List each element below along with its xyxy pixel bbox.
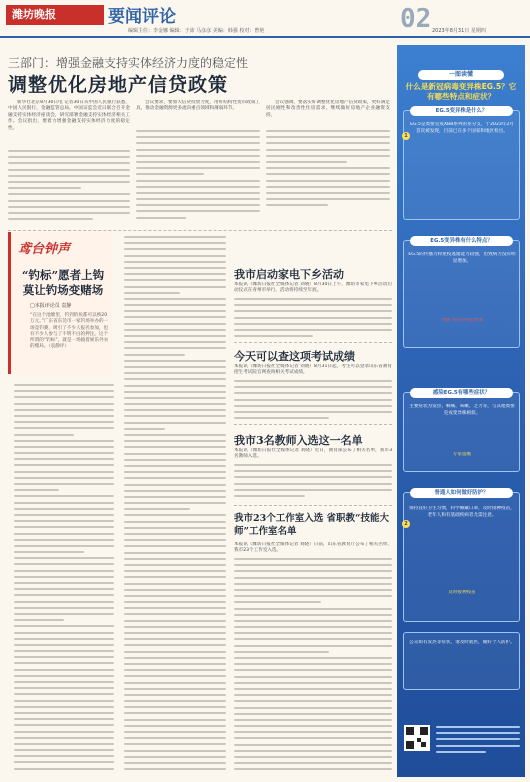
article-title-1: 我市启动家电下乡活动: [234, 268, 344, 281]
lead-paragraph: 会议强调，要落实好调整优化房地产信贷政策，更好满足居民刚性和改善性住房需求，继续做好房地产企业融资支持。: [266, 100, 390, 118]
article-byline-3: 本报讯（潍坊日报社全媒体记者 刘晓）近日，教育部公布了相关名单，我市3名教师入选。: [234, 448, 392, 460]
lead-column-3-text: [266, 130, 390, 230]
article-byline-2: 本报讯（潍坊日报社全媒体记者 刘晓）8月31日起，考生可以登录山东省教育招生考试院官网查询相关考试成绩。: [234, 364, 392, 376]
highlight-text: 专家提醒: [452, 452, 472, 457]
qr-code-icon: [404, 725, 430, 751]
page-header: [0, 0, 530, 38]
number-badge-icon: 1: [402, 132, 410, 140]
infographic-card-4-head: 普通人如何做好防护？: [410, 488, 513, 498]
infographic-card-4-highlight: [408, 590, 516, 610]
qr-caption-text: [436, 726, 520, 766]
article-title-2: 今天可以查这项考试成绩: [234, 350, 355, 363]
infographic-card-2-highlight: [408, 318, 516, 344]
lead-kicker: 三部门：增强金融支持实体经济力度的稳定性: [8, 56, 249, 70]
opinion-title: “钓标”愿者上钩 莫让钓场变赌场: [21, 268, 105, 297]
infographic-card-2-text: EG.5的传播力和免疫逃逸能力较强，但致病力没有明显增加。: [408, 252, 516, 264]
infographic-card-3-head: 感染EG.5有哪些症状？: [410, 388, 513, 398]
article-body-2: [234, 380, 392, 422]
article-divider: [234, 505, 392, 506]
opinion-author: □本报评论员 袁静: [30, 303, 72, 309]
opinion-body-text-2: [124, 236, 226, 774]
lead-column-2-text: [136, 130, 260, 230]
article-body-4: [234, 558, 392, 774]
highlight-text: 及时接种疫苗: [448, 590, 476, 595]
infographic-card-3-text: 主要症状为发热、咽痛、咳嗽、乏力等，与其他奥密克戎变异株相似。: [409, 404, 515, 416]
lead-headline: 调整优化房地产信贷政策: [8, 74, 229, 96]
highlight-text: 致病力没有明显增加: [441, 318, 483, 323]
section-divider: [8, 230, 392, 231]
opinion-column-name: 鸢台钟声: [18, 242, 71, 257]
article-divider: [234, 342, 392, 343]
infographic-card-3-highlight: [408, 452, 516, 468]
number-badge-icon: 2: [402, 520, 410, 528]
opinion-quote: “在这个池塘里，钓到的鱼都可以换20万元。”广东省东莞市一家钓场举办的一场竞钓赛，吸引了不少人报名参加，也有不少人参与了不明不白的押注。这个所谓的“钓标”，就是一场披着娱乐外衣的赌局。（袁静评）: [30, 313, 109, 350]
article-title-3: 我市3名教师入选这一名单: [234, 434, 363, 447]
infographic-tag: 一图读懂: [418, 70, 504, 80]
infographic-card-1-head: EG.5变异株是什么？: [410, 106, 513, 116]
newspaper-logo: 潍坊晚报: [6, 5, 104, 25]
infographic-card-2-head: EG.5变异株有什么特点？: [410, 236, 513, 246]
article-title-4: 我市23个工作室入选 省职教“技能大师”工作室名单: [234, 513, 389, 537]
article-body-3: [234, 464, 392, 500]
article-byline-1: 本报讯（潍坊日报社全媒体记者 刘晓）8月30日上午，潍坊市家电下乡活动启动仪式在青州市举行，活动将持续至年底。: [234, 282, 392, 294]
infographic-question: 什么是新冠病毒变异株EG.5？它有哪些特点和症状？: [405, 82, 517, 101]
section-title: 要闻评论: [108, 7, 176, 27]
article-byline-4: 本报讯（潍坊日报社全媒体记者 刘晓）日前，山东省教育厅公布了相关名单，我市23个工作室入选。: [234, 542, 392, 554]
infographic-card-4-text: 保持良好卫生习惯，科学佩戴口罩，及时接种疫苗，老年人和有基础疾病者尤需注意。: [409, 506, 515, 518]
article-divider: [234, 424, 392, 425]
lead-paragraph: 会议要求，要加大信贷投放力度，用好结构性货币政策工具，推动金融资源更多流向重点领域和薄弱环节。: [136, 100, 260, 112]
infographic-card-1-text: EG.5是奥密克戎XBB系列的亚分支，于2023年2月首次被发现，目前已在多个国家和地区检出。: [410, 122, 514, 134]
page-number: 02: [400, 4, 432, 34]
infographic-footer-text: 公众如有发热等症状，请及时就医，做好个人防护。: [409, 640, 515, 645]
article-body-1: [234, 298, 392, 340]
lead-paragraph: 新华社北京8月30日电 记者30日从中国人民银行获悉，中国人民银行、金融监管总局、中国证监会近日联合召开金融支持实体经济座谈会，研究部署金融支持实体经济相关工作。会议指出，要着力增强金融支持实体经济力度的稳定性。: [8, 100, 130, 131]
editor-credits: 编辑主任：李金娜 编辑：于沛 马彦彦 美编：韩强 校对：曾艳: [128, 28, 265, 34]
lead-column-1-text: [8, 150, 130, 230]
issue-date: 2023年8月31日 星期四: [432, 28, 486, 34]
opinion-body-text: [14, 384, 114, 774]
